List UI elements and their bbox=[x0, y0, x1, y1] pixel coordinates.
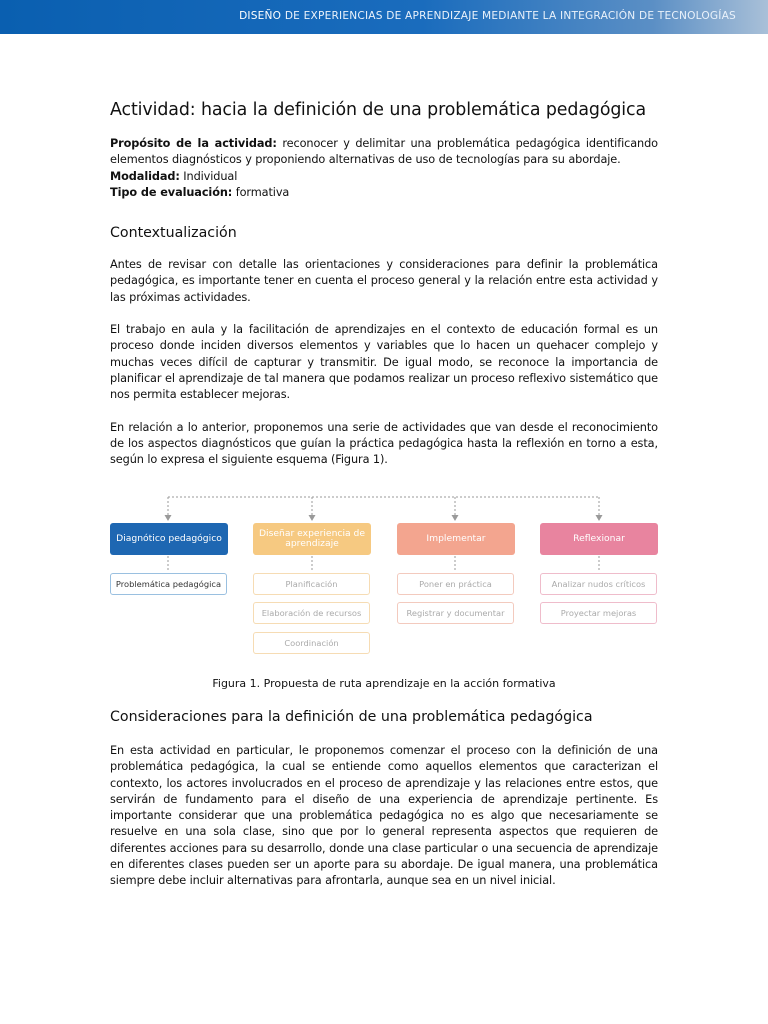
modality-line bbox=[110, 169, 658, 185]
evaluation-label: Tipo de evaluación: bbox=[110, 185, 233, 199]
activity-meta bbox=[110, 136, 658, 201]
stage-disenar: Diseñar experiencia de aprendizaje bbox=[253, 523, 371, 555]
arrow-head-4 bbox=[596, 515, 603, 521]
sub-elaboracion: Elaboración de recursos bbox=[253, 602, 370, 624]
sub-analizar: Analizar nudos críticos bbox=[540, 573, 657, 595]
figure-caption: Figura 1. Propuesta de ruta aprendizaje en la acción formativa bbox=[212, 677, 556, 690]
sub-coordinacion: Coordinación bbox=[253, 632, 370, 654]
considerations-section bbox=[110, 709, 658, 906]
arrow-head-1 bbox=[165, 515, 172, 521]
document-body bbox=[110, 100, 658, 484]
sub-problematica: Problemática pedagógica bbox=[110, 573, 227, 595]
considerations-heading: Consideraciones para la definición de una problemática pedagógica bbox=[110, 709, 593, 725]
context-paragraph-3: En relación a lo anterior, proponemos una serie de actividades que van desde el reconocimiento de los aspectos diagnósticos que guían la práctica pedagógica hasta la reflexión en torno a esta, según lo expresa el siguiente esquema (Figura 1). bbox=[110, 420, 658, 467]
stage-implementar: Implementar bbox=[397, 523, 515, 555]
modality-value: Individual bbox=[179, 169, 238, 183]
stage-diagnostico: Diagnótico pedagógico bbox=[110, 523, 228, 555]
context-paragraph-2: El trabajo en aula y la facilitación de aprendizajes en el contexto de educación formal es un proceso donde inciden diversos elementos y variables que lo hacen un quehacer complejo y muchas veces difícil de capturar y transmitir. De igual modo, se reconoce la importancia de planificar el aprendizaje de tal manera que podamos realizar un proceso reflexivo sistemático que nos permita establecer mejoras. bbox=[110, 323, 658, 402]
learning-route-diagram bbox=[110, 494, 658, 662]
page-title: Actividad: hacia la definición de una problemática pedagógica bbox=[110, 100, 647, 120]
arrow-head-2 bbox=[309, 515, 316, 521]
sub-planificacion: Planificación bbox=[253, 573, 370, 595]
evaluation-value: formativa bbox=[232, 185, 290, 199]
purpose-line bbox=[110, 136, 658, 169]
sub-registrar: Registrar y documentar bbox=[397, 602, 514, 624]
banner-title-bold: DISEÑO bbox=[239, 10, 282, 22]
purpose-label: Propósito de la actividad: bbox=[110, 137, 277, 150]
stage-reflexionar: Reflexionar bbox=[540, 523, 658, 555]
sub-poner-en-practica: Poner en práctica bbox=[397, 573, 514, 595]
considerations-paragraph: En esta actividad en particular, le proponemos comenzar el proceso con la definición de una problemática pedagógica, la cual se entiende como aquellos elementos que caracterizan el contexto, los actores involucrados en el proceso de aprendizaje y las relaciones entre estos, que servirán de fundamento para el diseño de una experiencia de aprendizaje pertinente. Es importante considerar que una problemática pedagógica no es algo que necesariamente se resuelve en una sola clase, sino que por lo general representa aspectos que requieren de diferentes acciones para su desarrollo, donde una clase particular o una secuencia de aprendizaje en diferentes clases pueden ser un aporte para su abordaje. De igual manera, una problemática siempre debe incluir alternativas para afrontarla, aunque sea en un nivel inicial. bbox=[110, 744, 658, 888]
header-banner bbox=[0, 0, 768, 34]
modality-label: Modalidad: bbox=[110, 169, 180, 183]
purpose-text: reconocer y delimitar una problemática pedagógica identificando elementos diagnósticos y proponiendo alternativas de uso de tecnologías para su abordaje. bbox=[110, 137, 658, 167]
sub-proyectar: Proyectar mejoras bbox=[540, 602, 657, 624]
arrow-head-3 bbox=[452, 515, 459, 521]
context-paragraph-1: Antes de revisar con detalle las orientaciones y consideraciones para definir la problemática pedagógica, es importante tener en cuenta el proceso general y la relación entre esta actividad y las próximas actividades. bbox=[110, 258, 658, 304]
banner-title-rest: DE EXPERIENCIAS DE APRENDIZAJE MEDIANTE LA INTEGRACIÓN DE TECNOLOGÍAS bbox=[284, 10, 736, 22]
banner-title bbox=[239, 10, 736, 22]
evaluation-line bbox=[110, 185, 658, 201]
context-heading: Contextualización bbox=[110, 225, 237, 242]
